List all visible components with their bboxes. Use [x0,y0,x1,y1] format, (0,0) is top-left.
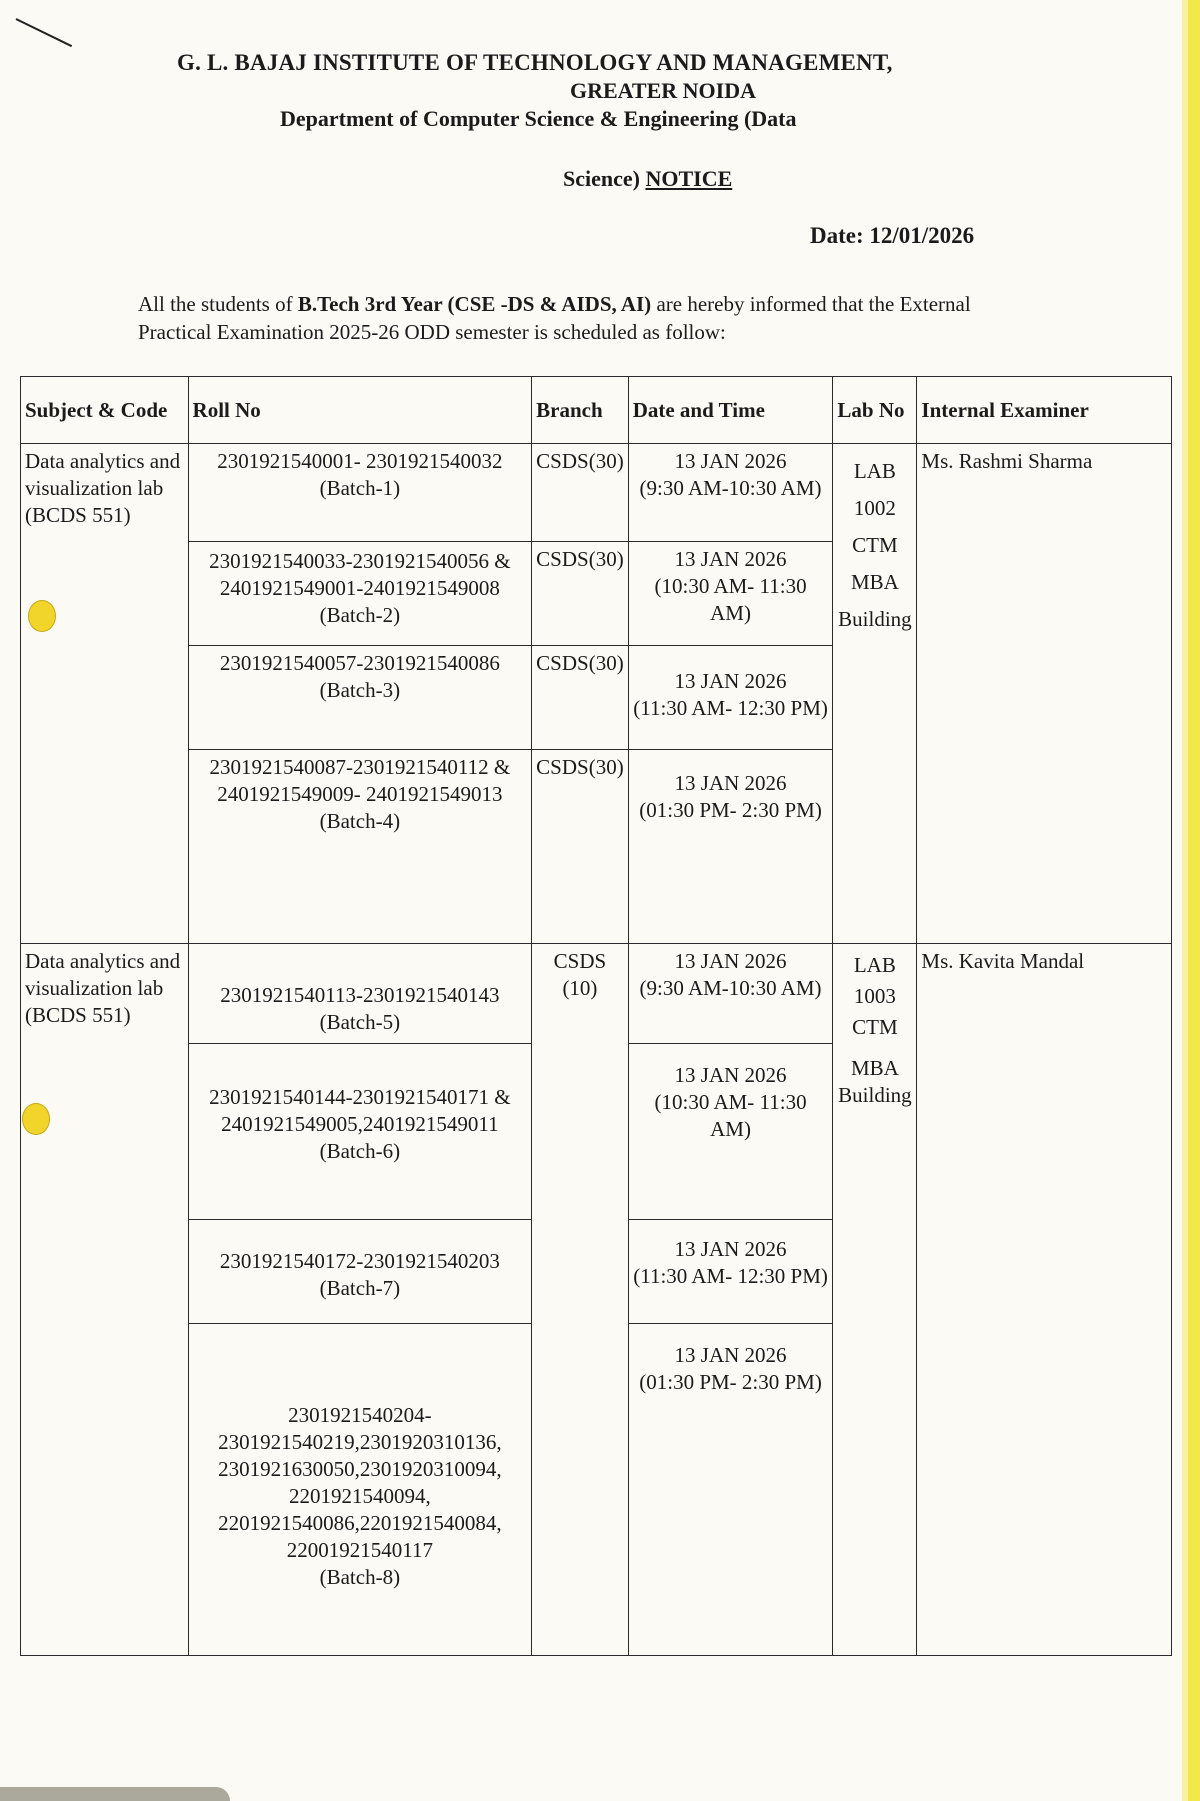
header-subject: Subject & Code [21,377,189,444]
branch-cell: CSDS(30) [532,444,629,542]
exam-date: 13 JAN 2026 [674,669,787,693]
roll-cell [188,1220,532,1324]
department-notice-line [563,166,732,192]
lab-line: LAB [853,953,896,977]
exam-time: (11:30 AM- 12:30 PM) [633,696,828,720]
notice-title: NOTICE [645,166,733,191]
roll-cell [188,444,532,542]
batch-label: (Batch-6) [319,1139,401,1163]
header-roll-no: Roll No [188,377,532,444]
intro-text-end: are hereby informed that the External Practical Examination 2025-26 ODD semester is scheduled as follow: [138,292,971,344]
lab-line: Building [838,1083,912,1107]
roll-range: 2301921540087-2301921540112 & 2401921549009- 2401921549013 [209,755,511,806]
intro-text-start: All the students of [138,292,298,316]
subject-cell: Data analytics and visualization lab (BCDS 551) [21,444,189,944]
roll-cell [188,646,532,750]
header-date-time: Date and Time [628,377,833,444]
header-lab-no: Lab No [833,377,917,444]
date-time-cell [628,1220,833,1324]
exam-time: (10:30 AM- 11:30 AM) [654,1090,807,1141]
roll-range: 2301921540001- 2301921540032 [217,449,503,473]
batch-label: (Batch-2) [319,603,401,627]
lab-line: 1002 [853,496,896,520]
date-time-cell [628,444,833,542]
table-row [21,944,1172,1044]
roll-range: 2301921540204- 2301921540219,2301920310136, 2301921630050,2301920310094, 2201921540094, 2201921540086,2201921540084, 22001921540117 [218,1403,502,1562]
exam-time: (01:30 PM- 2:30 PM) [639,798,822,822]
exam-time: (10:30 AM- 11:30 AM) [654,574,807,625]
header-internal-examiner: Internal Examiner [917,377,1172,444]
exam-date: 13 JAN 2026 [674,949,787,973]
branch-cell: CSDS(30) [532,542,629,646]
roll-range: 2301921540144-2301921540171 & 2401921549005,2401921549011 [209,1085,511,1136]
roll-range: 2301921540033-2301921540056 & 2401921549001-2401921549008 [209,549,511,600]
department-name-continued: Science) [563,166,640,191]
roll-cell [188,944,532,1044]
date-time-cell [628,750,833,944]
date-time-cell [628,1324,833,1656]
batch-label: (Batch-5) [319,1010,401,1034]
examiner-cell: Ms. Rashmi Sharma [917,444,1172,944]
date-time-cell [628,646,833,750]
branch-cell: CSDS(30) [532,646,629,750]
exam-date: 13 JAN 2026 [674,547,787,571]
lab-cell [833,944,917,1656]
intro-paragraph [138,290,1038,346]
institute-name: G. L. BAJAJ INSTITUTE OF TECHNOLOGY AND MANAGEMENT, [177,50,893,75]
exam-time: (9:30 AM-10:30 AM) [639,476,822,500]
pen-tick-mark [16,18,73,47]
roll-range: 2301921540113-2301921540143 [220,983,500,1007]
schedule-table [20,376,1172,1656]
roll-range: 2301921540057-2301921540086 [219,651,500,675]
exam-time: (11:30 AM- 12:30 PM) [633,1264,828,1288]
exam-date: 13 JAN 2026 [674,1063,787,1087]
roll-cell [188,542,532,646]
branch-cell: CSDS (10) [532,944,629,1656]
lab-line: LAB [853,459,896,483]
roll-cell [188,1044,532,1220]
institute-city: GREATER NOIDA [570,78,757,103]
scan-bottom-smudge [0,1787,230,1801]
roll-cell [188,1324,532,1656]
batch-label: (Batch-7) [319,1276,401,1300]
exam-date: 13 JAN 2026 [674,771,787,795]
date-time-cell [628,1044,833,1220]
date-time-cell [628,944,833,1044]
intro-course: B.Tech 3rd Year (CSE -DS & AIDS, AI) [297,292,652,316]
roll-cell [188,750,532,944]
lab-line: CTM [852,533,898,557]
exam-time: (9:30 AM-10:30 AM) [639,976,822,1000]
roll-range: 2301921540172-2301921540203 [219,1249,500,1273]
exam-date: 13 JAN 2026 [674,449,787,473]
examiner-cell: Ms. Kavita Mandal [917,944,1172,1656]
batch-label: (Batch-1) [319,476,401,500]
table-header-row [21,377,1172,444]
header-branch: Branch [532,377,629,444]
lab-line: MBA [850,1056,899,1080]
department-name: Department of Computer Science & Engineering (Data [280,106,797,131]
lab-line: 1003 [853,984,896,1008]
lab-line: MBA [850,570,899,594]
subject-cell: Data analytics and visualization lab (BCDS 551) [21,944,189,1656]
batch-label: (Batch-3) [319,678,401,702]
exam-date: 13 JAN 2026 [674,1237,787,1261]
lab-cell [833,444,917,944]
batch-label: (Batch-4) [319,809,401,833]
batch-label: (Batch-8) [319,1565,401,1589]
lab-line: Building [838,607,912,631]
scan-edge-highlight [1182,0,1188,1801]
lab-line: CTM [852,1015,898,1039]
branch-cell: CSDS(30) [532,750,629,944]
notice-date: Date: 12/01/2026 [810,223,975,248]
exam-date: 13 JAN 2026 [674,1343,787,1367]
exam-time: (01:30 PM- 2:30 PM) [639,1370,822,1394]
scan-edge-yellow [1188,0,1200,1801]
table-row [21,444,1172,542]
date-time-cell [628,542,833,646]
